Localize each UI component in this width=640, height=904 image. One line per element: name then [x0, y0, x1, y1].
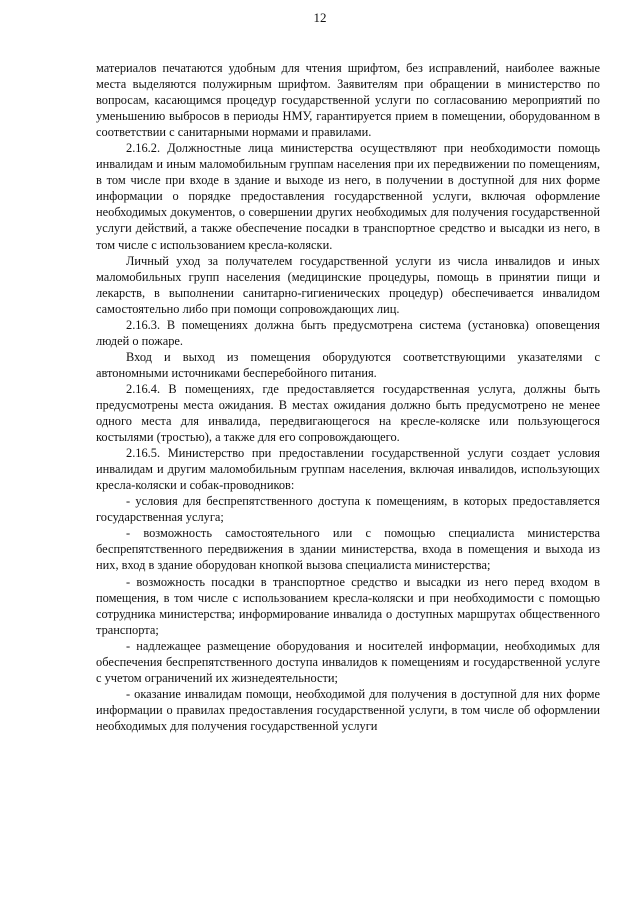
paragraph-entrance-exit: Вход и выход из помещения оборудуются соответствующими указателями с автономными источниками бесперебойного питания. [96, 349, 600, 380]
list-item-access: - условия для беспрепятственного доступа к помещениям, в которых предоставляется государственная услуга; [96, 494, 600, 525]
page-number: 12 [313, 10, 327, 25]
list-item-transport: - возможность посадки в транспортное средство и высадки из него перед входом в помещения, в том числе с использованием кресла-коляски и при необходимости с помощью сотрудника министерства; информирование инвалида о доступных маршрутах общественного транспорта; [96, 574, 600, 637]
list-item-equipment: - надлежащее размещение оборудования и носителей информации, необходимых для обеспечения беспрепятственного доступа инвалидов к помещениям и государственной услуге с учетом ограничений их жизнедеятельности; [96, 638, 600, 685]
paragraph-personal-care: Личный уход за получателем государственной услуги из числа инвалидов и иных маломобильных групп населения (медицинские процедуры, помощь в принятии пищи и лекарств, в выполнении санитарно-гигиенических процедур) обеспечивается инвалидом самостоятельно либо при помощи сопровождающих лиц. [96, 253, 600, 316]
paragraph-2-16-2: 2.16.2. Должностные лица министерства осуществляют при необходимости помощь инвалидам и иным маломобильным группам населения при их передвижении по помещениям, в том числе при входе в здание и выходе из него, в получении в доступной для них форме информации о порядке предоставления государственной услуги, включая оформление необходимых документов, о совершении других необходимых для получения государственной услуги действий, а также обеспечение посадки в транспортное средство и высадки из него, в том числе с использованием кресла-коляски. [96, 141, 600, 252]
paragraph-2-16-3: 2.16.3. В помещениях должна быть предусмотрена система (установка) оповещения людей о пожаре. [96, 317, 600, 348]
list-item-assistance: - оказание инвалидам помощи, необходимой для получения в доступной для них форме информации о правилах предоставления государственной услуги, в том числе об оформлении необходимых для получения государственной услуги [96, 686, 600, 733]
document-body [96, 60, 600, 734]
paragraph-continuation: материалов печатаются удобным для чтения шрифтом, без исправлений, наиболее важные места выделяются полужирным шрифтом. Заявителям при обращении в министерство по вопросам, касающимся процедур государственной услуги по согласованию мероприятий по уменьшению выбросов в периоды НМУ, гарантируется прием в помещении, оборудованном в соответствии с санитарными нормами и правилами. [96, 61, 600, 140]
list-item-movement: - возможность самостоятельного или с помощью специалиста министерства беспрепятственного передвижения в здании министерства, входа в помещения и выхода из них, вход в здание оборудован кнопкой вызова специалиста министерства; [96, 526, 600, 573]
paragraph-2-16-4: 2.16.4. В помещениях, где предоставляется государственная услуга, должны быть предусмотрены места ожидания. В местах ожидания должно быть предусмотрено не менее одного места для инвалида, передвигающегося на кресле-коляске или пользующегося костылями (тростью), а также для его сопровождающего. [96, 381, 600, 445]
paragraph-2-16-5: 2.16.5. Министерство при предоставлении государственной услуги создает условия инвалидам и другим маломобильным группам населения, включая инвалидов, использующих кресла-коляски и собак-проводников: [96, 446, 600, 493]
